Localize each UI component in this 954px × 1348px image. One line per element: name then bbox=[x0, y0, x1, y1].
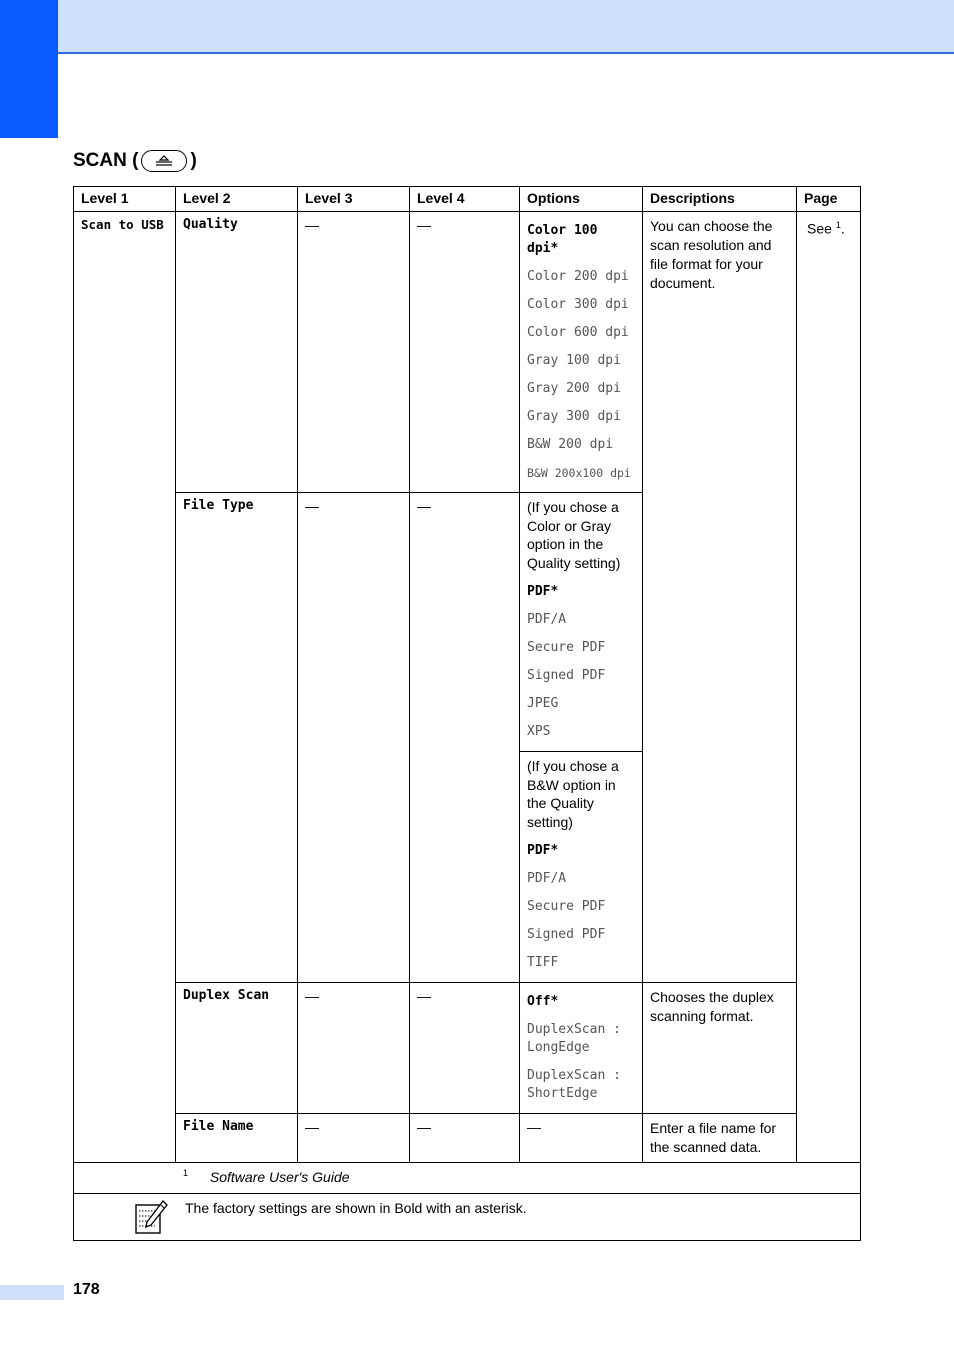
header-level2: Level 2 bbox=[176, 187, 298, 212]
table-header-row bbox=[74, 187, 861, 212]
chapter-tab bbox=[0, 0, 58, 138]
header-descriptions: Descriptions bbox=[643, 187, 797, 212]
level3-dash: — bbox=[298, 212, 410, 493]
level4-dash: — bbox=[410, 1114, 520, 1163]
description-file-name: Enter a file name for the scanned data. bbox=[643, 1114, 797, 1163]
note bbox=[81, 1199, 853, 1235]
level4-dash: — bbox=[410, 493, 520, 983]
note-row bbox=[74, 1194, 861, 1241]
option-item: JPEG bbox=[527, 696, 559, 711]
option-item: Gray 300 dpi bbox=[527, 409, 621, 424]
option-item: Gray 200 dpi bbox=[527, 381, 621, 396]
table-row bbox=[74, 212, 861, 493]
option-item: DuplexScan : LongEdge bbox=[527, 1022, 621, 1055]
note-pencil-icon bbox=[133, 1199, 169, 1235]
option-item: PDF/A bbox=[527, 871, 567, 886]
level2-quality: Quality bbox=[176, 212, 298, 493]
option-note: (If you chose a B&W option in the Quality setting) bbox=[527, 758, 619, 830]
footnote-row bbox=[74, 1163, 861, 1194]
option-item: XPS bbox=[527, 724, 551, 739]
option-note: (If you chose a Color or Gray option in the Quality setting) bbox=[527, 499, 621, 571]
level3-dash: — bbox=[298, 983, 410, 1114]
option-item: PDF* bbox=[527, 584, 559, 599]
option-item: PDF/A bbox=[527, 612, 567, 627]
option-item: Gray 100 dpi bbox=[527, 353, 621, 368]
page-number-bar bbox=[0, 1285, 64, 1300]
header-band bbox=[58, 0, 954, 54]
page-ref-end: . bbox=[840, 220, 845, 237]
table-row bbox=[74, 983, 861, 1114]
section-title-text: SCAN ( bbox=[73, 150, 139, 171]
header-level1: Level 1 bbox=[74, 187, 176, 212]
footnote-number: 1 bbox=[183, 1168, 189, 1178]
section-title bbox=[73, 150, 197, 172]
option-item: B&W 200 dpi bbox=[527, 437, 614, 452]
options-duplex bbox=[520, 983, 643, 1114]
section-title-end: ) bbox=[190, 150, 197, 171]
option-item: Signed PDF bbox=[527, 668, 606, 683]
level2-file-name: File Name bbox=[176, 1114, 298, 1163]
option-item: DuplexScan : ShortEdge bbox=[527, 1068, 621, 1101]
header-level3: Level 3 bbox=[298, 187, 410, 212]
level2-duplex-scan: Duplex Scan bbox=[176, 983, 298, 1114]
description-duplex: Chooses the duplex scanning format. bbox=[643, 983, 797, 1114]
header-level4: Level 4 bbox=[410, 187, 520, 212]
option-item: Color 300 dpi bbox=[527, 297, 629, 312]
level4-dash: — bbox=[410, 212, 520, 493]
option-item: Signed PDF bbox=[527, 927, 606, 942]
option-item: Secure PDF bbox=[527, 640, 606, 655]
header-options: Options bbox=[520, 187, 643, 212]
page-ref-text: See bbox=[807, 220, 836, 237]
note-cell bbox=[74, 1194, 861, 1241]
option-item: Color 600 dpi bbox=[527, 325, 629, 340]
scan-settings-table bbox=[73, 186, 861, 1241]
options-quality bbox=[520, 212, 643, 493]
description-quality: You can choose the scan resolution and file format for your document. bbox=[643, 212, 797, 983]
footnote-text: Software User's Guide bbox=[209, 1168, 350, 1185]
level3-dash: — bbox=[298, 1114, 410, 1163]
option-item: Color 200 dpi bbox=[527, 269, 629, 284]
page-reference bbox=[797, 212, 861, 1163]
level3-dash: — bbox=[298, 493, 410, 983]
options-dash: — bbox=[520, 1114, 643, 1163]
options-file-type-color bbox=[520, 493, 643, 752]
level2-file-type: File Type bbox=[176, 493, 298, 983]
table-row bbox=[74, 1114, 861, 1163]
option-item: Off* bbox=[527, 994, 559, 1009]
footnote bbox=[74, 1163, 861, 1194]
option-item: B&W 200x100 dpi bbox=[527, 466, 631, 480]
options-file-type-bw bbox=[520, 752, 643, 983]
level4-dash: — bbox=[410, 983, 520, 1114]
page-number: 178 bbox=[73, 1281, 100, 1298]
option-item: Secure PDF bbox=[527, 899, 606, 914]
header-page: Page bbox=[797, 187, 861, 212]
level1-scan-to-usb: Scan to USB bbox=[74, 212, 176, 1163]
option-item: PDF* bbox=[527, 843, 559, 858]
option-item: TIFF bbox=[527, 955, 559, 970]
option-item: Color 100 dpi* bbox=[527, 223, 598, 256]
page-ref-sup: 1 bbox=[835, 220, 841, 230]
scan-icon bbox=[141, 150, 187, 172]
note-text: The factory settings are shown in Bold with an asterisk. bbox=[185, 1200, 527, 1216]
